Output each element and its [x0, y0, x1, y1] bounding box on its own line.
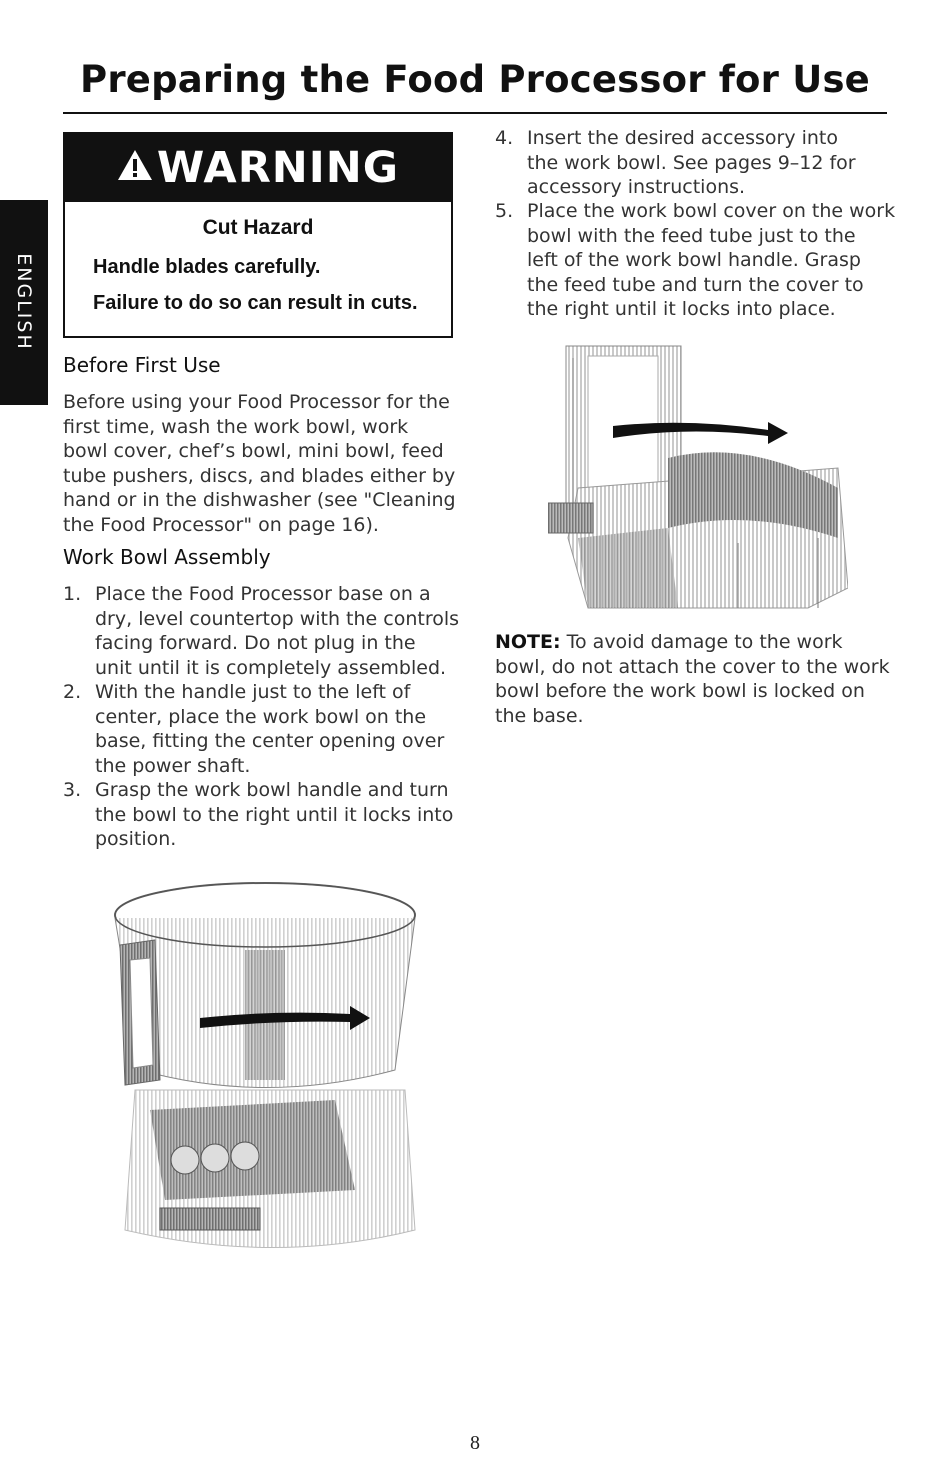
page-title: Preparing the Food Processor for Use [80, 58, 870, 101]
warning-consequence: Failure to do so can result in cuts. [93, 292, 418, 314]
paragraph-line: first time, wash the work bowl, work [63, 415, 409, 438]
step-line: Grasp the work bowl handle and turn [95, 779, 449, 801]
step-line: Insert the desired accessory into [527, 127, 839, 149]
note-line [495, 630, 890, 655]
cover-attachment-illustration [548, 338, 848, 613]
language-side-tab-label: ENGLISH [13, 253, 35, 351]
step-line: facing forward. Do not plug in the [95, 632, 416, 654]
work-bowl-assembly-heading: Work Bowl Assembly [63, 545, 271, 569]
step-line: base, fitting the center opening over [95, 730, 445, 752]
step-line: Place the Food Processor base on a [95, 583, 431, 605]
paragraph-line: hand or in the dishwasher (see "Cleaning [63, 489, 456, 511]
note-label: NOTE: [495, 631, 561, 653]
step-line: dry, level countertop with the controls [95, 607, 460, 630]
paragraph-line: tube pushers, discs, and blades either by [63, 464, 456, 487]
step-line: center, place the work bowl on the [95, 705, 427, 728]
step-number: 2. [63, 681, 82, 703]
warning-box [63, 132, 453, 338]
list-item [63, 680, 453, 780]
step-line: left of the work bowl handle. Grasp [527, 249, 861, 271]
step-line: accessory instructions. [527, 176, 746, 198]
step-number: 1. [63, 583, 82, 605]
before-first-use-paragraph [63, 390, 456, 537]
step-line: bowl with the feed tube just to the [527, 224, 856, 247]
list-item [495, 199, 895, 324]
list-item [495, 126, 895, 201]
step-number: 3. [63, 779, 82, 801]
warning-header [65, 134, 451, 202]
list-item [63, 778, 453, 853]
paragraph-line: Before using your Food Processor for the [63, 391, 450, 413]
note-line: bowl, do not attach the cover to the work [495, 655, 890, 678]
step-line: With the handle just to the left of [95, 681, 411, 703]
before-first-use-heading: Before First Use [63, 353, 221, 377]
step-line: the power shaft. [95, 754, 251, 777]
paragraph-line: the Food Processor" on page 16). [63, 513, 379, 536]
list-item [63, 582, 460, 682]
step-line: position. [95, 828, 177, 850]
step-number: 5. [495, 200, 514, 222]
bowl-on-base-illustration [95, 870, 425, 1270]
step-line: the right until it locks into place. [527, 298, 836, 320]
title-divider [63, 112, 887, 114]
warning-triangle-icon [117, 149, 153, 181]
step-line: the work bowl. See pages 9–12 for [527, 151, 856, 174]
warning-instruction: Handle blades carefully. [93, 256, 321, 278]
step-line: unit until it is completely assembled. [95, 656, 447, 679]
note-line: the base. [495, 704, 584, 727]
warning-hazard: Cut Hazard [202, 216, 314, 239]
paragraph-line: bowl cover, chef’s bowl, mini bowl, feed [63, 440, 444, 462]
step-number: 4. [495, 127, 514, 149]
page-number: 8 [470, 1432, 480, 1454]
warning-word: WARNING [156, 143, 400, 193]
note-text: To avoid damage to the work [560, 631, 843, 653]
step-line: the bowl to the right until it locks into [95, 803, 454, 826]
step-line: Place the work bowl cover on the work [527, 200, 896, 222]
note-paragraph [495, 630, 890, 728]
note-line: bowl before the work bowl is locked on [495, 680, 865, 702]
step-line: the feed tube and turn the cover to [527, 273, 864, 296]
